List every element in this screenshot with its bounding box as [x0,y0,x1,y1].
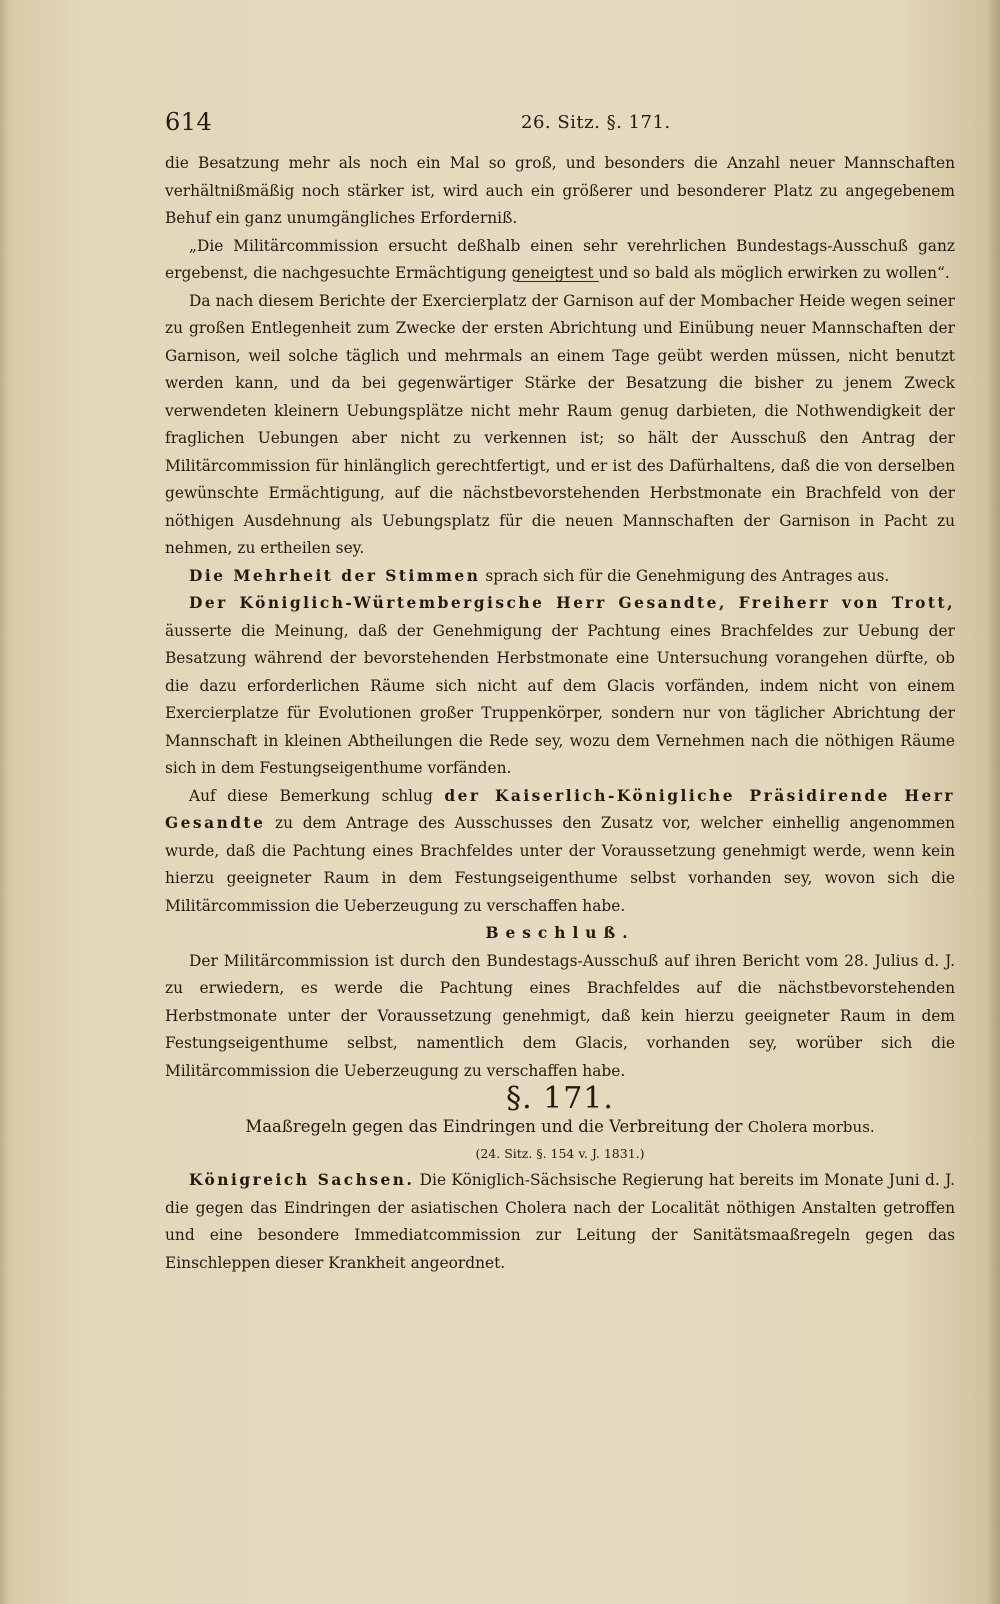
section-title-text: Maaßregeln gegen das Eindringen und die Verbreitung der [245,1116,748,1136]
section-number: §. 171. [506,1081,614,1116]
emphasis-presiding-envoy: der Kaiserlich-Königliche Präsidirende Herr Gesandte [165,786,955,832]
emphasis-saxony: Königreich Sachsen. [189,1171,415,1189]
paragraph-saxony [165,1167,955,1277]
page-edge-shadow-right [986,0,1000,1604]
paragraph-presiding-pre: Auf diese Bemerkung schlug [189,786,445,805]
emphasis-envoy: Der Königlich-Würtembergische Herr Gesandte, Freiherr von Trott, [189,594,955,612]
paragraph-presiding-text: zu dem Antrage des Ausschusses den Zusatz vor, welcher einhellig angenommen wurde, daß die Pachtung eines Brachfeldes unter der Voraussetzung genehmigt werde, wenn kein hierzu geeigneter Raum in dem Festungseigenthume selbst vorhanden sey, wovon sich die Militärcommission die Ueberzeugung zu verschaffen habe. [165,814,955,915]
paragraph-resolution: Der Militärcommission ist durch den Bundestags-Ausschuß auf ihren Bericht vom 28. Julius d. J. zu erwiedern, es werde die Pachtung eines Brachfeldes auf die nächstbevorstehenden Herbstmonate unter der Voraussetzung genehmigt, daß kein hierzu geeigneter Raum in dem Festungseigenthume selbst, namentlich dem Glacis, vorhanden sey, worüber sich die Militärcommission die Ueberzeugung zu verschaffen habe. [165,951,955,1080]
page-body [165,150,955,1277]
paragraph-wuerttemberg [165,590,955,783]
paragraph-quote: „Die Militärcommission ersucht deßhalb einen sehr verehrlichen Bundestags-Ausschuß ganz ergebenst, die nachgesuchte Ermächtigung geneigtest und so bald als möglich erwirken zu wollen“. [165,236,955,282]
resolution-heading: Beschluß. [485,924,635,942]
paragraph-majority-text: sprach sich für die Genehmigung des Antrages aus. [480,566,890,585]
running-head: 26. Sitz. §. 171. [521,112,671,133]
paragraph-continuation: die Besatzung mehr als noch ein Mal so groß, und besonders die Anzahl neuer Mannschaften verhältnißmäßig noch stärker ist, wird auch ein größerer und besonderer Platz zu angegebenem Behuf ein ganz unumgängliches Erforderniß. [165,154,955,227]
page-header [165,108,955,142]
paragraph-presiding [165,783,955,921]
page-edge-shadow-left [0,0,10,1604]
paragraph-saxony-text: Die Königlich-Sächsische Regierung hat bereits im Monate Juni d. J. die gegen das Eindringen der asiatischen Cholera nach der Localität nöthigen Anstalten getroffen und eine besondere Immediatcommission zur Leitung der Sanitätsmaaßregeln gegen das Einschleppen dieser Krankheit angeordnet. [165,1171,955,1272]
paragraph-report: Da nach diesem Berichte der Exercierplatz der Garnison auf der Mombacher Heide wegen seiner zu großen Entlegenheit zum Zwecke der ersten Abrichtung und Einübung neuer Mannschaften der Garnison, weil solche täglich und mehrmals an einem Tage geübt werden müssen, nicht benutzt werden kann, und da bei gegenwärtiger Stärke der Besatzung die bisher zu jenem Zweck verwendeten kleinern Uebungsplätze nicht mehr Raum genug darbieten, die Nothwendigkeit der fraglichen Uebungen aber nicht zu verkennen ist; so hält der Ausschuß den Antrag der Militärcommission für hinlänglich gerechtfertigt, und er ist des Dafürhaltens, daß die von derselben gewünschte Ermächtigung, auf die nächstbevorstehenden Herbstmonate ein Brachfeld von der nöthigen Ausdehnung als Uebungsplatz für die neuen Mannschaften der Garnison in Pacht zu nehmen, zu ertheilen sey. [165,291,955,557]
paragraph-wuerttemberg-text: äusserte die Meinung, daß der Genehmigung der Pachtung eines Brachfeldes zur Uebung der Besatzung während der bevorstehenden Herbstmonate eine Untersuchung vorangehen dürfte, ob die dazu erforderlichen Räume sich nicht auf dem Glacis vorfänden, indem nicht von einem Exercierplatze für Evolutionen großer Truppenkörper, sondern nur von täglicher Abrichtung der Mannschaft in kleinen Abtheilungen die Rede sey, wozu dem Vernehmen nach die nöthigen Räume sich in dem Festungseigenthume vorfänden. [165,621,955,777]
section-title-latin: Cholera morbus. [747,1117,875,1136]
page-number: 614 [165,108,213,136]
section-title [165,1113,955,1142]
emphasis-majority: Die Mehrheit der Stimmen [189,566,481,585]
section-citation: (24. Sitz. §. 154 v. J. 1831.) [475,1146,645,1161]
paragraph-majority [165,563,955,591]
